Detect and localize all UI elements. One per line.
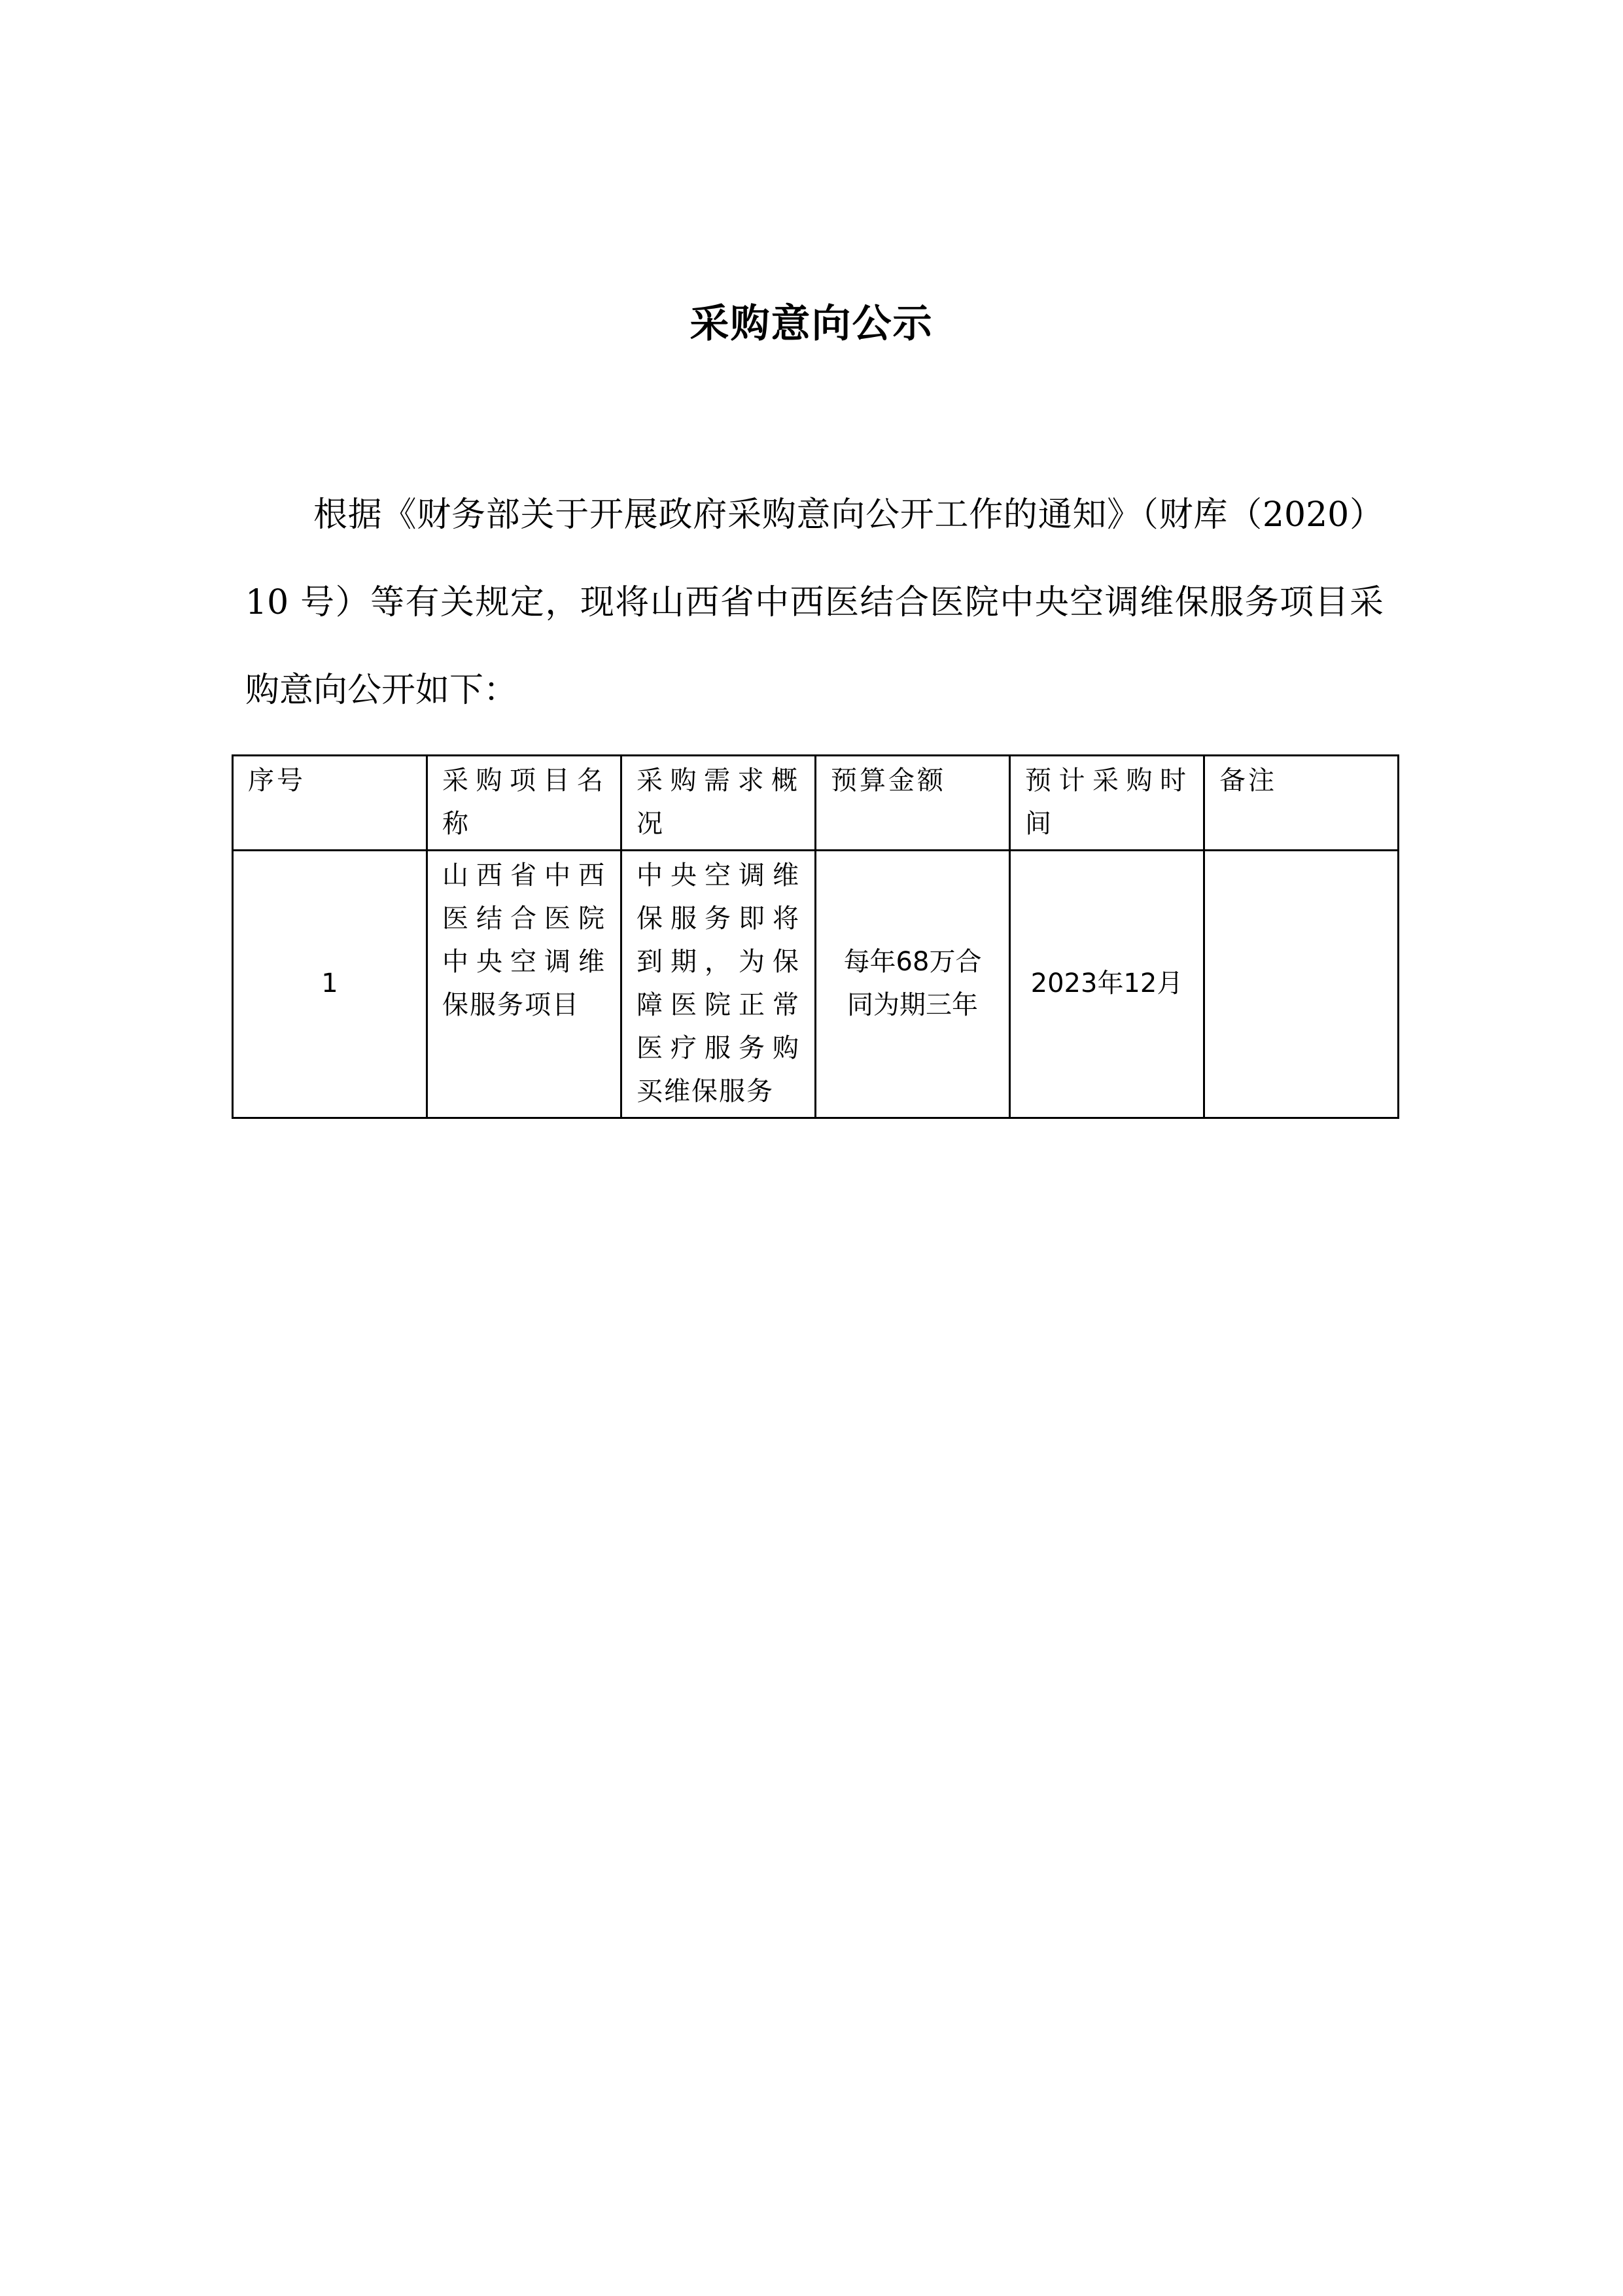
header-remark: 备注 — [1204, 756, 1399, 851]
cell-remark — [1204, 851, 1399, 1118]
table-row — [233, 851, 1399, 1118]
header-budget: 预算金额 — [816, 756, 1010, 851]
header-index: 序号 — [233, 756, 427, 851]
cell-time: 2023年12月 — [1010, 851, 1204, 1118]
header-requirement: 采购需求概况 — [621, 756, 816, 851]
cell-budget: 每年68万合同为期三年 — [816, 851, 1010, 1118]
cell-index: 1 — [233, 851, 427, 1118]
cell-project-name: 山西省中西医结合医院中央空调维保服务项目 — [427, 851, 621, 1118]
header-project-name: 采购项目名称 — [427, 756, 621, 851]
page-title: 采购意向公示 — [689, 301, 934, 347]
procurement-intent-table — [232, 754, 1399, 1119]
intro-paragraph: 根据《财务部关于开展政府采购意向公开工作的通知》（财库（2020）10 号）等有关规定，现将山西省中西医结合医院中央空调维保服务项目采购意向公开如下： — [245, 495, 1384, 710]
header-time: 预计采购时间 — [1010, 756, 1204, 851]
table-header-row — [233, 756, 1399, 851]
cell-requirement: 中央空调维保服务即将到期，为保障医院正常医疗服务购买维保服务 — [621, 851, 816, 1118]
